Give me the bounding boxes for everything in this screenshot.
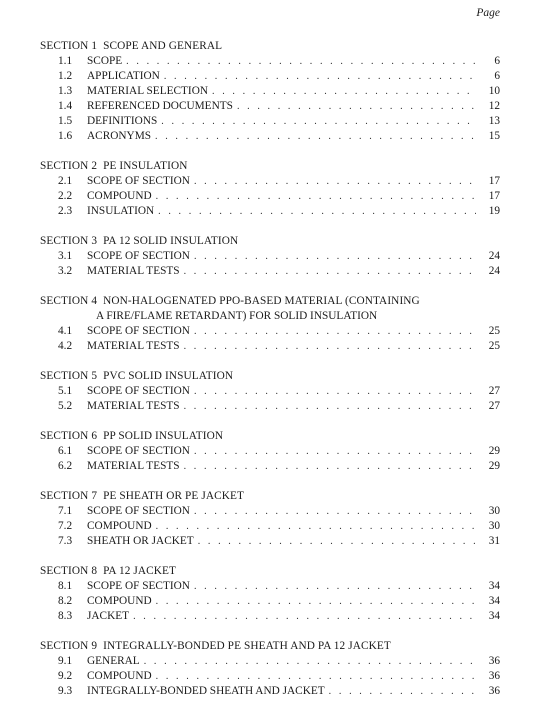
entry-page-number: 6 (494, 70, 500, 82)
dot-leader (144, 654, 476, 669)
section-title: PP SOLID INSULATION (103, 430, 224, 442)
toc-entry[interactable] (40, 384, 500, 399)
entry-title: SCOPE OF SECTION (87, 175, 190, 187)
section-heading (40, 489, 500, 504)
entry-title: MATERIAL TESTS (87, 400, 180, 412)
entry-number: 5.1 (58, 385, 73, 397)
entry-number: 7.2 (58, 520, 73, 532)
toc-entry[interactable] (40, 69, 500, 84)
entry-title: MATERIAL SELECTION (87, 85, 209, 97)
entry-page-number: 27 (488, 400, 500, 412)
toc-entry[interactable] (40, 444, 500, 459)
dot-leader (156, 519, 476, 534)
dot-leader (194, 249, 476, 264)
entry-number: 1.3 (58, 85, 73, 97)
section-heading (40, 294, 500, 309)
entry-number: 1.6 (58, 130, 73, 142)
entry-number: 2.2 (58, 190, 73, 202)
dot-leader (194, 384, 476, 399)
entry-title: JACKET (87, 610, 130, 622)
entry-title: SCOPE OF SECTION (87, 325, 190, 337)
entry-page-number: 25 (488, 325, 500, 337)
section-heading (40, 369, 500, 384)
entry-number: 8.2 (58, 595, 73, 607)
section-heading (40, 39, 500, 54)
section-number: SECTION 4 (40, 295, 98, 307)
entry-number: 9.1 (58, 655, 73, 667)
dot-leader (212, 84, 476, 99)
entry-page-number: 17 (488, 175, 500, 187)
entry-title: SCOPE OF SECTION (87, 250, 190, 262)
entry-number: 1.1 (58, 55, 73, 67)
toc-entry[interactable] (40, 84, 500, 99)
toc-entry[interactable] (40, 189, 500, 204)
toc-entry[interactable] (40, 249, 500, 264)
section-heading (40, 159, 500, 174)
table-of-contents (40, 39, 500, 714)
toc-section (40, 639, 500, 699)
section-heading (40, 639, 500, 654)
dot-leader (329, 684, 476, 699)
entry-title: SCOPE (87, 55, 123, 67)
entry-number: 3.1 (58, 250, 73, 262)
toc-entry[interactable] (40, 99, 500, 114)
entry-title: APPLICATION (87, 70, 160, 82)
dot-leader (156, 189, 476, 204)
section-title: NON-HALOGENATED PPO-BASED MATERIAL (CONTAINING (103, 295, 420, 307)
entry-page-number: 36 (488, 655, 500, 667)
entry-title: COMPOUND (87, 670, 152, 682)
toc-entry[interactable] (40, 129, 500, 144)
entry-number: 8.3 (58, 610, 73, 622)
toc-entry[interactable] (40, 519, 500, 534)
entry-number: 6.2 (58, 460, 73, 472)
entry-title: GENERAL (87, 655, 140, 667)
entry-page-number: 29 (488, 445, 500, 457)
entry-title: MATERIAL TESTS (87, 460, 180, 472)
section-heading (40, 429, 500, 444)
dot-leader (126, 54, 476, 69)
toc-entry[interactable] (40, 669, 500, 684)
entry-title: SCOPE OF SECTION (87, 505, 190, 517)
toc-entry[interactable] (40, 324, 500, 339)
dot-leader (184, 399, 476, 414)
dot-leader (237, 99, 476, 114)
entry-title: DEFINITIONS (87, 115, 158, 127)
entry-number: 2.3 (58, 205, 73, 217)
entry-number: 7.1 (58, 505, 73, 517)
entry-page-number: 12 (488, 100, 500, 112)
entry-number: 1.4 (58, 100, 73, 112)
entry-number: 1.5 (58, 115, 73, 127)
entry-title: INTEGRALLY-BONDED SHEATH AND JACKET (87, 685, 325, 697)
section-number: SECTION 2 (40, 160, 98, 172)
entry-page-number: 25 (488, 340, 500, 352)
entry-number: 8.1 (58, 580, 73, 592)
entry-page-number: 24 (488, 265, 500, 277)
entry-page-number: 36 (488, 685, 500, 697)
toc-section (40, 564, 500, 624)
section-number: SECTION 1 (40, 40, 98, 52)
section-title: PVC SOLID INSULATION (103, 370, 234, 382)
entry-title: COMPOUND (87, 190, 152, 202)
dot-leader (194, 324, 476, 339)
section-title: PE SHEATH OR PE JACKET (103, 490, 244, 502)
dot-leader (156, 669, 476, 684)
entry-page-number: 19 (488, 205, 500, 217)
toc-entry[interactable] (40, 654, 500, 669)
toc-section (40, 159, 500, 219)
toc-section (40, 429, 500, 474)
dot-leader (155, 129, 476, 144)
entry-number: 2.1 (58, 175, 73, 187)
section-title: INTEGRALLY-BONDED PE SHEATH AND PA 12 JACKET (103, 640, 391, 652)
toc-section (40, 489, 500, 549)
section-number: SECTION 9 (40, 640, 98, 652)
toc-entry[interactable] (40, 399, 500, 414)
toc-section (40, 39, 500, 144)
entry-page-number: 30 (488, 505, 500, 517)
section-number: SECTION 6 (40, 430, 98, 442)
section-title: PA 12 SOLID INSULATION (103, 235, 239, 247)
toc-entry[interactable] (40, 534, 500, 549)
toc-entry[interactable] (40, 594, 500, 609)
entry-number: 4.2 (58, 340, 73, 352)
dot-leader (156, 594, 476, 609)
section-number: SECTION 7 (40, 490, 98, 502)
dot-leader (194, 174, 476, 189)
entry-number: 9.2 (58, 670, 73, 682)
entry-page-number: 15 (488, 130, 500, 142)
toc-entry[interactable] (40, 264, 500, 279)
toc-entry[interactable] (40, 504, 500, 519)
page-column-label: Page (476, 7, 500, 19)
entry-title: ACRONYMS (87, 130, 152, 142)
entry-title: SCOPE OF SECTION (87, 580, 190, 592)
dot-leader (184, 459, 476, 474)
dot-leader (161, 114, 476, 129)
entry-title: SCOPE OF SECTION (87, 445, 190, 457)
entry-page-number: 13 (488, 115, 500, 127)
toc-entry[interactable] (40, 174, 500, 189)
toc-section (40, 234, 500, 279)
entry-number: 7.3 (58, 535, 73, 547)
entry-number: 3.2 (58, 265, 73, 277)
dot-leader (194, 579, 476, 594)
toc-entry[interactable] (40, 684, 500, 699)
entry-title: SCOPE OF SECTION (87, 385, 190, 397)
section-title: PE INSULATION (103, 160, 188, 172)
dot-leader (198, 534, 476, 549)
section-number: SECTION 3 (40, 235, 98, 247)
toc-entry[interactable] (40, 54, 500, 69)
toc-entry[interactable] (40, 339, 500, 354)
dot-leader (164, 69, 476, 84)
entry-page-number: 34 (488, 610, 500, 622)
entry-number: 9.3 (58, 685, 73, 697)
toc-entry[interactable] (40, 459, 500, 474)
toc-entry[interactable] (40, 609, 500, 624)
section-number: SECTION 8 (40, 565, 98, 577)
section-title-continuation: A FIRE/FLAME RETARDANT) FOR SOLID INSULATION (96, 310, 378, 322)
section-title: PA 12 JACKET (103, 565, 177, 577)
toc-entry[interactable] (40, 579, 500, 594)
entry-page-number: 6 (494, 55, 500, 67)
entry-title: MATERIAL TESTS (87, 340, 180, 352)
entry-page-number: 34 (488, 595, 500, 607)
section-title: SCOPE AND GENERAL (103, 40, 223, 52)
dot-leader (133, 609, 476, 624)
entry-page-number: 36 (488, 670, 500, 682)
entry-page-number: 30 (488, 520, 500, 532)
entry-title: INSULATION (87, 205, 155, 217)
entry-page-number: 31 (488, 535, 500, 547)
entry-title: MATERIAL TESTS (87, 265, 180, 277)
section-number: SECTION 5 (40, 370, 98, 382)
entry-page-number: 29 (488, 460, 500, 472)
dot-leader (184, 264, 476, 279)
entry-page-number: 34 (488, 580, 500, 592)
entry-title: COMPOUND (87, 520, 152, 532)
entry-title: REFERENCED DOCUMENTS (87, 100, 233, 112)
toc-section (40, 369, 500, 414)
toc-section (40, 294, 500, 354)
entry-page-number: 17 (488, 190, 500, 202)
toc-entry[interactable] (40, 204, 500, 219)
dot-leader (158, 204, 476, 219)
entry-number: 4.1 (58, 325, 73, 337)
dot-leader (194, 444, 476, 459)
section-heading (40, 234, 500, 249)
section-heading (40, 564, 500, 579)
entry-page-number: 24 (488, 250, 500, 262)
entry-title: COMPOUND (87, 595, 152, 607)
entry-page-number: 27 (488, 385, 500, 397)
entry-number: 1.2 (58, 70, 73, 82)
dot-leader (194, 504, 476, 519)
entry-number: 5.2 (58, 400, 73, 412)
entry-title: SHEATH OR JACKET (87, 535, 194, 547)
dot-leader (184, 339, 476, 354)
entry-number: 6.1 (58, 445, 73, 457)
toc-entry[interactable] (40, 114, 500, 129)
entry-page-number: 10 (488, 85, 500, 97)
